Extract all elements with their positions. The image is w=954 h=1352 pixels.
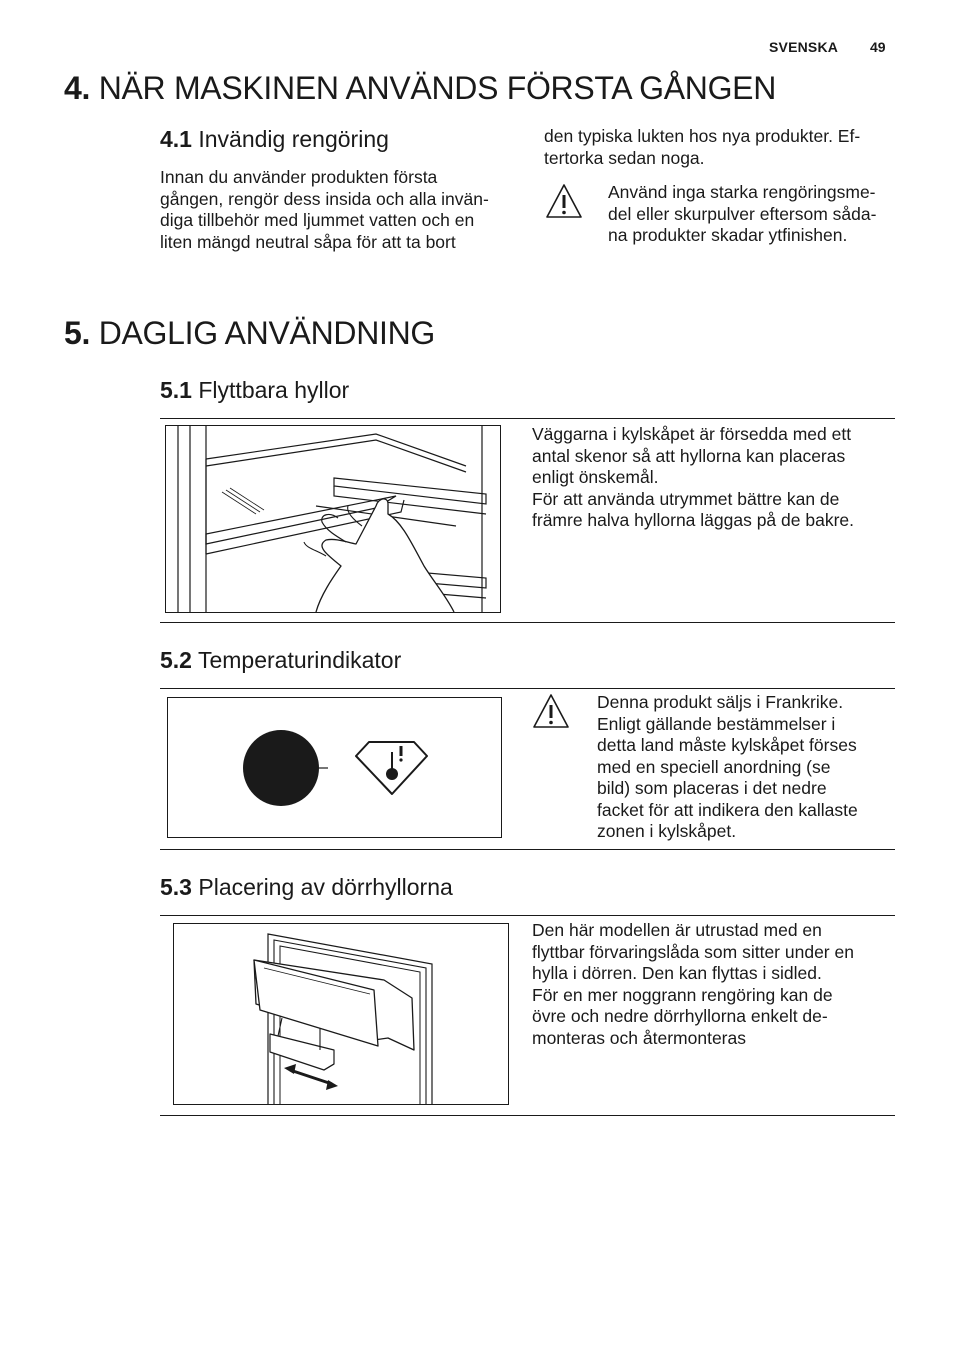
subsection-4-1-warning-text: Använd inga starka rengöringsme- del eller skurpulver eftersom såda- na produkter skadar ytfinishen.	[608, 182, 877, 245]
table-bottom-rule	[160, 1115, 895, 1116]
table-top-rule	[160, 418, 895, 419]
subsection-5-1-title: Flyttbara hyllor	[198, 377, 350, 403]
section-5-title: DAGLIG ANVÄNDNING	[98, 315, 435, 351]
table-bottom-rule	[160, 622, 895, 623]
page-number: 49	[870, 39, 886, 55]
shelf-illustration	[165, 425, 501, 613]
subsection-5-3-text: Den här modellen är utrustad med en flyttbar förvaringslåda som sitter under en hylla i dörren. Den kan flyttas i sidled. För en mer noggrann rengöring kan de övre och nedre dörrhyllorna enkelt de- monteras och återmonteras	[532, 920, 854, 1048]
warning-triangle-icon	[531, 692, 571, 730]
subsection-5-2-title: Temperaturindikator	[197, 647, 402, 673]
section-5-number: 5.	[64, 315, 91, 351]
subsection-4-1-text-left: Innan du använder produkten första gången, rengör dess insida och alla invän- diga tillbehör med ljummet vatten och en liten mängd neutral såpa för att ta bort	[160, 167, 489, 252]
subsection-5-1-heading	[160, 377, 349, 403]
subsection-5-3-number: 5.3	[160, 874, 192, 900]
subsection-5-2-text: Denna produkt säljs i Frankrike. Enligt gällande bestämmelser i detta land måste kylskåpet förses med en speciell anordning (se bild) som placeras i det nedre facket för att indikera den kallaste zonen i kylskåpet.	[597, 692, 858, 841]
table-top-rule	[160, 688, 895, 689]
subsection-5-2-heading	[160, 647, 401, 673]
door-shelf-illustration	[173, 923, 509, 1105]
section-4-title: NÄR MASKINEN ANVÄNDS FÖRSTA GÅNGEN	[98, 70, 777, 106]
temperature-indicator-illustration	[167, 697, 502, 838]
subsection-5-3-title: Placering av dörrhyllorna	[198, 874, 453, 900]
section-4-heading	[64, 70, 776, 106]
warning-triangle-icon	[544, 182, 584, 220]
section-4-number: 4.	[64, 70, 91, 106]
subsection-5-2-number: 5.2	[160, 647, 192, 673]
indicator-dot	[243, 730, 319, 806]
subsection-5-3-heading	[160, 874, 453, 900]
table-top-rule	[160, 915, 895, 916]
table-bottom-rule	[160, 849, 895, 850]
subsection-5-1-number: 5.1	[160, 377, 192, 403]
subsection-5-1-text: Väggarna i kylskåpet är försedda med ett antal skenor så att hyllorna kan placeras enligt önskemål. För att använda utrymmet bättre kan de främre halva hyllorna läggas på de bakre.	[532, 424, 854, 530]
section-5-heading	[64, 315, 435, 351]
subsection-4-1-text-right: den typiska lukten hos nya produkter. Ef- tertorka sedan noga.	[544, 126, 861, 168]
subsection-4-1-heading	[160, 126, 389, 152]
language-label: SVENSKA	[769, 39, 839, 55]
subsection-4-1-title: Invändig rengöring	[198, 126, 389, 152]
subsection-4-1-number: 4.1	[160, 126, 192, 152]
